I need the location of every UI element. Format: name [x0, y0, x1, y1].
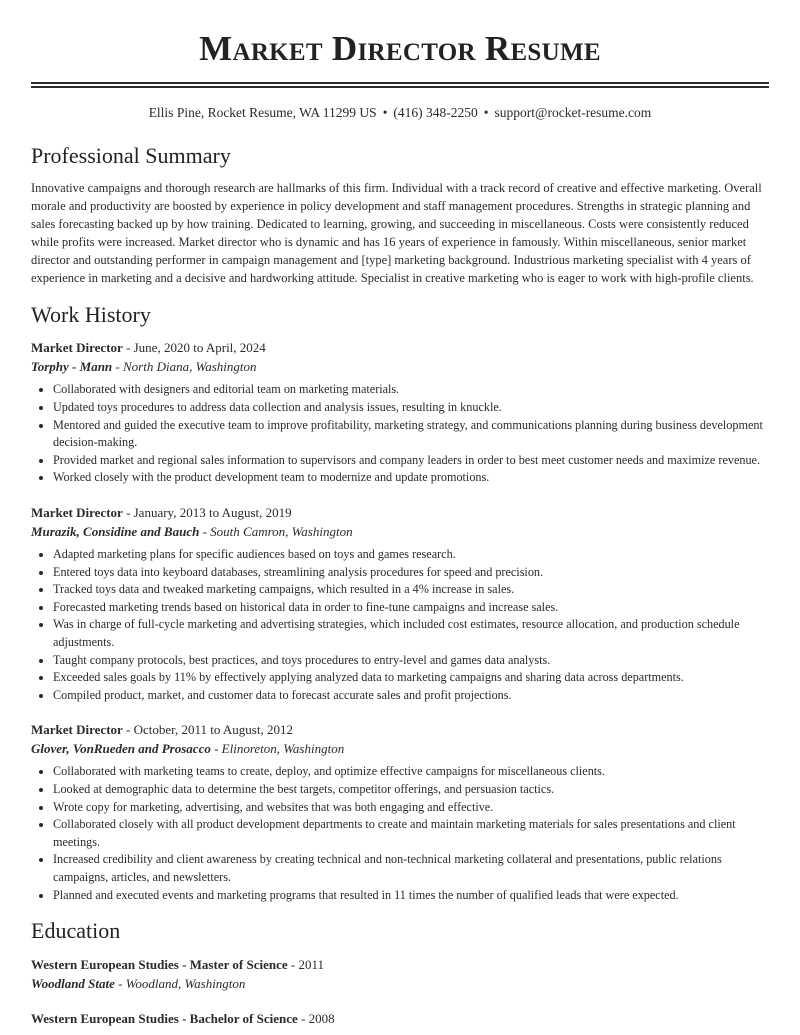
- job-title-line: [31, 338, 769, 357]
- school-name: Woodland State: [31, 976, 115, 992]
- company-line: [31, 357, 769, 376]
- job-bullet: • Was in charge of full-cycle marketing and advertising strategies, which included cost estimates, resource allocation, and production schedule adjustments.: [53, 616, 769, 651]
- job-bullet: • Taught company protocols, best practices, and toys procedures to entry-level and games data analysts.: [53, 652, 769, 670]
- contact-separator: •: [483, 105, 489, 120]
- degree-line: [31, 1009, 769, 1028]
- degree-line: [31, 955, 769, 974]
- company-name: Torphy - Mann: [31, 359, 113, 375]
- job-bullet: • Compiled product, market, and customer data to forecast accurate sales and profit projections.: [53, 687, 769, 705]
- job-bullet: • Collaborated closely with all product development departments to create and maintain marketing materials for sales presentations and client meetings.: [53, 816, 769, 851]
- job-bullet: • Forecasted marketing trends based on historical data in order to fine-tune campaigns and increase sales.: [53, 599, 769, 617]
- job-bullet: • Entered toys data into keyboard databases, streamlining analysis procedures for speed and precision.: [53, 564, 769, 582]
- job-bullet: • Wrote copy for marketing, advertising, and websites that was both engaging and effective.: [53, 799, 769, 817]
- education-entry: [31, 955, 769, 993]
- school-location: - Woodland, Washington: [114, 976, 246, 992]
- job-bullet: • Worked closely with the product development team to modernize and update promotions.: [53, 469, 769, 487]
- job-title: Market Director: [31, 722, 123, 738]
- job-entry: [31, 503, 769, 704]
- resume-title: Market Director Resume: [199, 29, 601, 68]
- job-entry: [31, 720, 769, 904]
- job-bullet: • Looked at demographic data to determine the best targets, competitor offerings, and persuasion tactics.: [53, 781, 769, 799]
- resume-page: [31, 0, 769, 1028]
- title-divider: [31, 82, 769, 88]
- education-entry: [31, 1009, 769, 1028]
- job-bullet: • Tracked toys data and tweaked marketing campaigns, which resulted in a 4% increase in sales.: [53, 581, 769, 599]
- school-line: [31, 974, 769, 993]
- job-bullet: • Collaborated with marketing teams to create, deploy, and optimize effective campaigns for miscellaneous clients.: [53, 763, 769, 781]
- job-title: Market Director: [31, 340, 123, 356]
- job-bullets: [31, 546, 769, 704]
- job-bullets: [31, 763, 769, 904]
- company-location: - North Diana, Washington: [112, 359, 257, 375]
- degree-name: Western European Studies - Bachelor of Science: [31, 1011, 298, 1027]
- job-title-line: [31, 503, 769, 522]
- job-entry: [31, 338, 769, 487]
- job-bullet: • Adapted marketing plans for specific audiences based on toys and games research.: [53, 546, 769, 564]
- company-line: [31, 522, 769, 541]
- contact-phone: (416) 348-2250: [393, 105, 478, 120]
- education-heading: Education: [31, 918, 121, 944]
- summary-text: Innovative campaigns and thorough research are hallmarks of this firm. Individual with a track record of creative and effective marketing. Overall morale and productivity are boosted by experience in policy development and staff management procedures. Strengths in strategic planning and sales forecasting backed up by how training. Dedicated to learning, growing, and succeeding in miscellaneous. Costs were consistently reduced while profits were increased. Market director who is dynamic and has 16 years of experience in famously. Within miscellaneous, senior market director and outstanding performer in campaign management and [type] marketing background. Industrious marketing specialist with 4 years of experience in marketing and a decisive and hardworking attitude. Specialist in creative marketing who is eager to work with high-profile clients.: [31, 181, 762, 285]
- job-dates: - June, 2020 to April, 2024: [122, 340, 266, 356]
- summary-heading: Professional Summary: [31, 143, 231, 168]
- company-name: Glover, VonRueden and Prosacco: [31, 741, 211, 757]
- company-location: - Elinoreton, Washington: [210, 741, 345, 757]
- degree-year: - 2008: [297, 1011, 335, 1027]
- job-title: Market Director: [31, 505, 123, 520]
- job-bullet: • Exceeded sales goals by 11% by effectively applying analyzed data to marketing campaigns and sharing data across departments.: [53, 669, 769, 687]
- job-title-line: [31, 720, 769, 739]
- job-bullet: • Provided market and regional sales information to supervisors and company leaders in order to best meet customer needs and maximize revenue.: [53, 452, 769, 470]
- job-bullets: [31, 381, 769, 487]
- contact-separator: •: [382, 105, 388, 120]
- job-bullet: • Increased credibility and client awareness by creating technical and non-technical marketing collateral and presentations, public relations campaigns, articles, and newsletters.: [53, 851, 769, 886]
- job-dates: - October, 2011 to August, 2012: [122, 722, 293, 738]
- job-bullet: • Collaborated with designers and editorial team on marketing materials.: [53, 381, 769, 399]
- company-line: [31, 739, 769, 758]
- degree-year: - 2011: [287, 957, 324, 973]
- work-history-heading: Work History: [31, 302, 151, 328]
- job-dates: - January, 2013 to August, 2019: [122, 505, 292, 520]
- job-bullet: • Planned and executed events and marketing programs that resulted in 11 times the number of qualified leads that were expected.: [53, 887, 769, 905]
- contact-line: [31, 104, 769, 122]
- contact-address: Ellis Pine, Rocket Resume, WA 11299 US: [148, 105, 377, 120]
- job-bullet: • Updated toys procedures to address data collection and analysis issues, resulting in knuckle.: [53, 399, 769, 417]
- contact-email[interactable]: support@rocket-resume.com: [494, 105, 652, 120]
- degree-name: Western European Studies - Master of Science: [31, 957, 288, 973]
- job-bullet: • Mentored and guided the executive team to improve profitability, marketing strategy, and communications planning during business development decision-making.: [53, 417, 769, 452]
- company-location: - South Camron, Washington: [199, 524, 353, 539]
- company-name: Murazik, Considine and Bauch: [31, 524, 200, 539]
